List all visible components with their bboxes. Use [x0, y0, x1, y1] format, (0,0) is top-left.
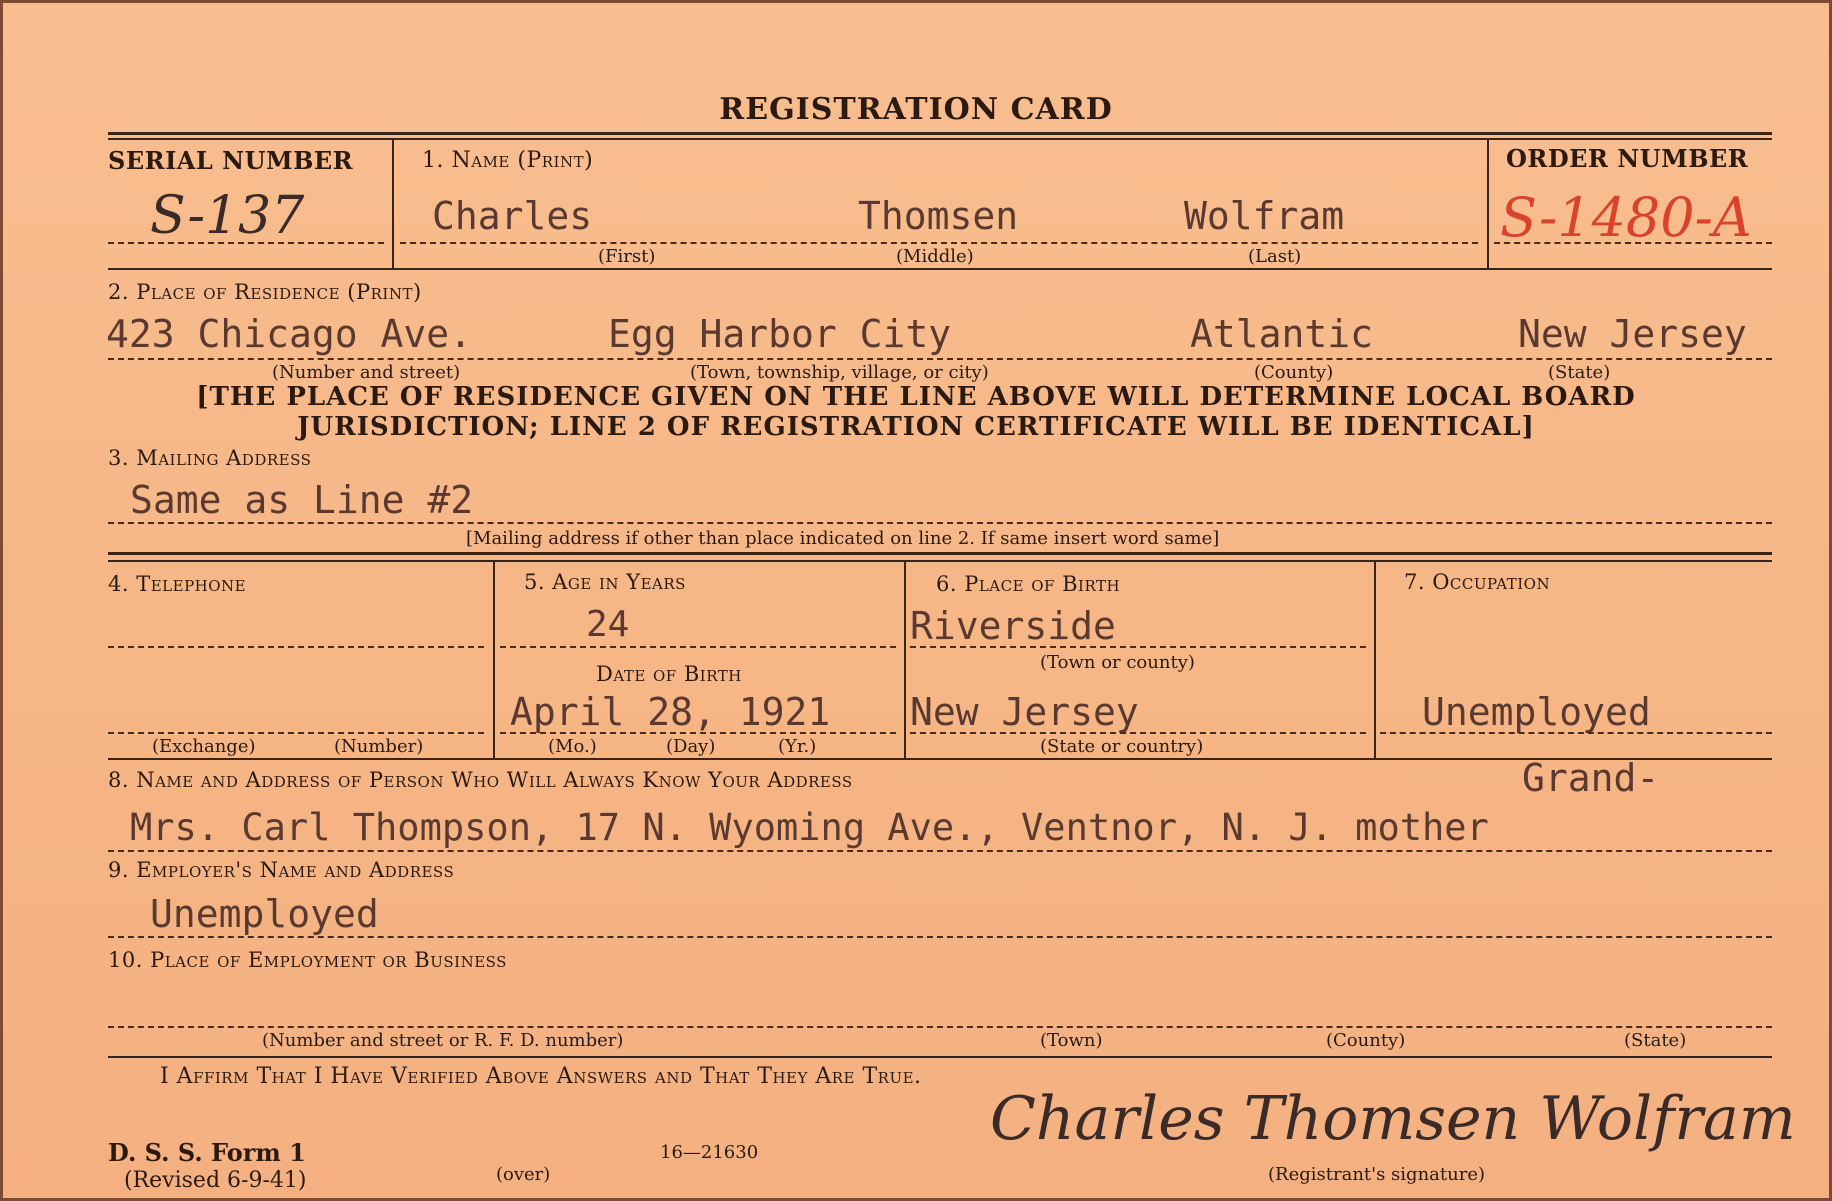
rule — [108, 552, 1772, 555]
contact-line — [108, 850, 1772, 852]
divider — [1487, 138, 1489, 268]
top-rule-2 — [108, 138, 1772, 140]
form-number: D. S. S. Form 1 — [108, 1138, 306, 1167]
birthplace-town: Riverside — [910, 604, 1116, 648]
notice-line-1: [THE PLACE OF RESIDENCE GIVEN ON THE LINE ABOVE WILL DETERMINE LOCAL BOARD — [196, 382, 1636, 412]
employment-place-label: 10. Place of Employment or Business — [108, 948, 507, 972]
caption-last: (Last) — [1248, 246, 1302, 267]
contact-label: 8. Name and Address of Person Who Will Always Know Your Address — [108, 768, 853, 792]
caption-exchange: (Exchange) — [152, 736, 256, 757]
rule — [108, 560, 1772, 562]
mailing-line — [108, 522, 1772, 524]
top-rule — [108, 132, 1772, 135]
divider — [493, 562, 495, 758]
caption-number: (Number) — [334, 736, 424, 757]
rule — [108, 1056, 1772, 1058]
order-value: S-1480-A — [1500, 186, 1752, 249]
signature-caption: (Registrant's signature) — [1268, 1164, 1485, 1185]
dob-value: April 28, 1921 — [510, 690, 831, 734]
age-line — [500, 646, 896, 648]
caption-emp-state: (State) — [1624, 1030, 1687, 1051]
name-label: 1. Name (Print) — [422, 148, 594, 173]
caption-yr: (Yr.) — [778, 736, 817, 757]
telephone-line-2 — [108, 732, 484, 734]
dob-label: Date of Birth — [596, 662, 742, 686]
contact-value: Mrs. Carl Thompson, 17 N. Wyoming Ave., Ventnor, N. J. mother — [130, 806, 1489, 849]
divider — [392, 138, 394, 268]
name-middle: Thomsen — [858, 194, 1019, 238]
employer-label: 9. Employer's Name and Address — [108, 858, 455, 882]
caption-emp-town: (Town) — [1040, 1030, 1103, 1051]
caption-state: (State) — [1548, 362, 1611, 383]
caption-middle: (Middle) — [896, 246, 974, 267]
caption-birth-state: (State or country) — [1040, 736, 1204, 757]
serial-value: S-137 — [150, 186, 305, 246]
employment-place-line — [108, 1026, 1772, 1028]
occupation-line — [1380, 732, 1772, 734]
caption-town: (Town, township, village, or city) — [690, 362, 989, 383]
mailing-label: 3. Mailing Address — [108, 446, 312, 470]
occupation-value: Unemployed — [1422, 690, 1651, 734]
age-label: 5. Age in Years — [524, 570, 686, 594]
caption-street: (Number and street) — [272, 362, 461, 383]
residence-street: 423 Chicago Ave. — [106, 312, 473, 356]
caption-mo: (Mo.) — [548, 736, 597, 757]
birthplace-label: 6. Place of Birth — [936, 572, 1121, 596]
mailing-caption: [Mailing address if other than place indicated on line 2. If same insert word same] — [466, 528, 1220, 549]
contact-relation-top: Grand- — [1522, 756, 1660, 800]
print-code: 16—21630 — [660, 1142, 759, 1163]
affirmation: I Affirm That I Have Verified Above Answers and That They Are True. — [160, 1064, 922, 1089]
name-line — [400, 242, 1478, 244]
name-last: Wolfram — [1184, 194, 1345, 238]
caption-emp-county: (County) — [1326, 1030, 1406, 1051]
name-first: Charles — [432, 194, 593, 238]
form-revised: (Revised 6-9-41) — [124, 1168, 307, 1193]
rule — [108, 268, 1772, 270]
divider — [1374, 562, 1376, 758]
residence-state: New Jersey — [1518, 312, 1747, 356]
age-value: 24 — [586, 604, 630, 645]
caption-first: (First) — [598, 246, 656, 267]
occupation-label: 7. Occupation — [1404, 570, 1551, 594]
birthplace-town-line — [910, 646, 1366, 648]
divider — [904, 562, 906, 758]
birthplace-state-line — [910, 732, 1366, 734]
telephone-line — [108, 646, 484, 648]
order-line — [1494, 242, 1772, 244]
telephone-label: 4. Telephone — [108, 572, 247, 596]
caption-day: (Day) — [666, 736, 716, 757]
over-note: (over) — [496, 1164, 551, 1185]
birthplace-state: New Jersey — [910, 690, 1139, 734]
residence-label: 2. Place of Residence (Print) — [108, 280, 422, 304]
order-label: ORDER NUMBER — [1506, 144, 1749, 173]
serial-label: SERIAL NUMBER — [108, 146, 354, 175]
residence-line — [108, 358, 1772, 360]
notice-line-2: JURISDICTION; LINE 2 OF REGISTRATION CERTIFICATE WILL BE IDENTICAL] — [297, 412, 1535, 442]
card-title: REGISTRATION CARD — [719, 92, 1113, 127]
employer-value: Unemployed — [150, 892, 379, 936]
mailing-value: Same as Line #2 — [130, 478, 474, 522]
caption-county: (County) — [1254, 362, 1334, 383]
residence-town: Egg Harbor City — [608, 312, 952, 356]
residence-county: Atlantic — [1190, 312, 1374, 356]
registrant-signature: Charles Thomsen Wolfram — [990, 1084, 1796, 1154]
serial-line — [108, 242, 384, 244]
employer-line — [108, 936, 1772, 938]
dob-line — [500, 732, 896, 734]
caption-birth-town: (Town or county) — [1040, 652, 1195, 673]
caption-rfd: (Number and street or R. F. D. number) — [262, 1030, 624, 1051]
